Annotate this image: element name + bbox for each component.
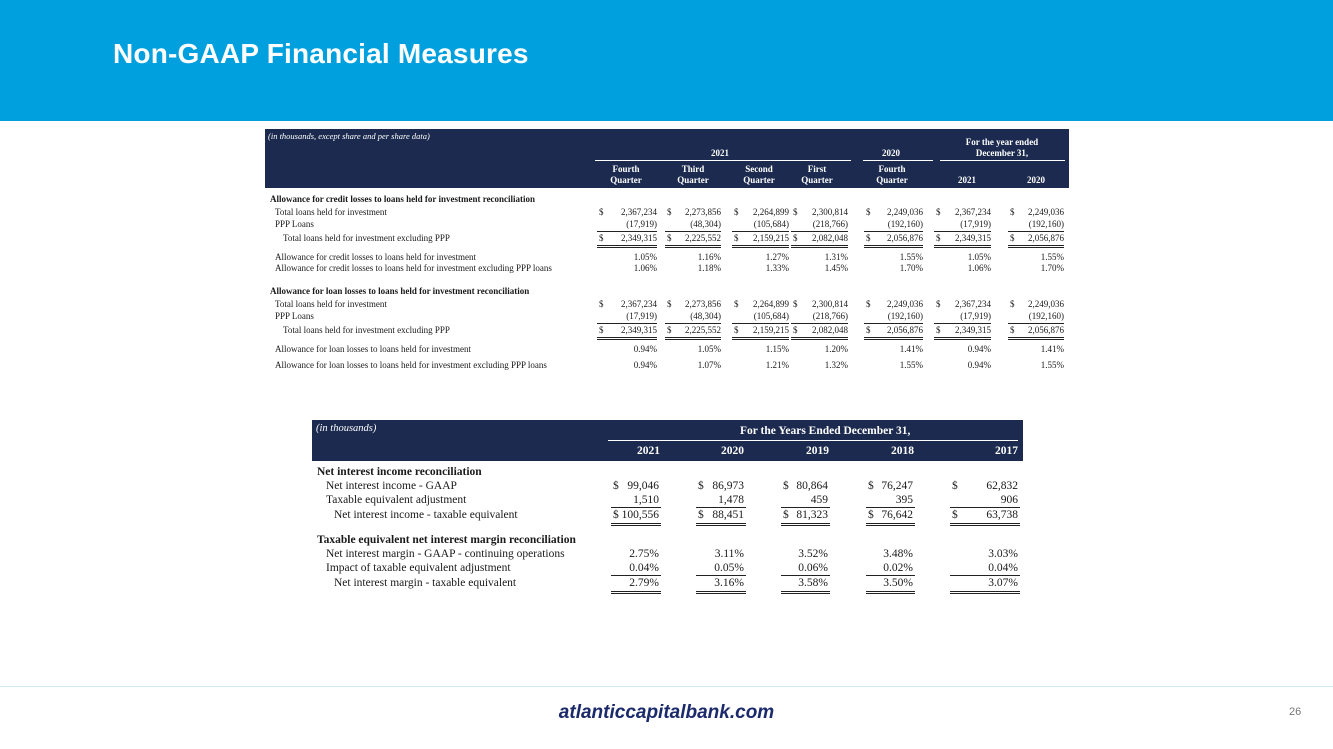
dollar-sign: $ <box>734 299 739 309</box>
rule <box>866 591 915 592</box>
table1-units-note: (in thousands, except share and per share data) <box>268 131 430 141</box>
rule <box>866 593 915 594</box>
table1-cell: 2,056,876 <box>887 233 923 243</box>
table1-row <box>265 233 1069 244</box>
table2-body <box>312 461 1023 601</box>
table2-row <box>312 508 1023 522</box>
rule <box>934 245 991 246</box>
rule <box>934 339 991 340</box>
dollar-sign: $ <box>866 325 871 335</box>
rule <box>696 523 746 524</box>
dollar-sign: $ <box>734 325 739 335</box>
table1-cell: 1.55% <box>899 252 923 262</box>
table2-cell: 2.79% <box>629 577 659 589</box>
row-label: PPP Loans <box>275 311 314 321</box>
dollar-sign: $ <box>936 325 941 335</box>
table2-section-title: Taxable equivalent net interest margin reconciliation <box>317 534 576 546</box>
dollar-sign: $ <box>952 509 958 521</box>
table1-cell: 1.45% <box>824 263 848 273</box>
page-number: 26 <box>1289 706 1302 718</box>
table1-cell: 1.20% <box>824 344 848 354</box>
rule <box>665 245 721 246</box>
rule <box>611 523 661 524</box>
col-header-ytd-2020: 2020 <box>1027 175 1045 185</box>
table2-cell: 3.48% <box>883 548 913 560</box>
rule <box>864 247 923 248</box>
table2-cell: 1,478 <box>718 494 744 506</box>
table1-cell: 1.33% <box>765 263 789 273</box>
rule <box>791 337 848 338</box>
table1-cell: (48,304) <box>690 219 721 229</box>
table1-cell: 2,159,215 <box>753 325 789 335</box>
table1-cell: 2,249,036 <box>887 299 923 309</box>
rule <box>864 337 923 338</box>
table2-cell: 1,510 <box>633 494 659 506</box>
footer-divider <box>0 686 1333 687</box>
row-label: Total loans held for investment <box>275 299 387 309</box>
table1-cell: (105,684) <box>753 311 789 321</box>
dollar-sign: $ <box>698 509 704 521</box>
table1-cell: 2,273,856 <box>685 207 721 217</box>
table1-cell: (192,160) <box>1028 311 1064 321</box>
table1-cell: (192,160) <box>1028 219 1064 229</box>
rule <box>1008 323 1064 324</box>
rule <box>950 525 1020 526</box>
row-label: Taxable equivalent adjustment <box>326 494 467 506</box>
table1-cell: 1.41% <box>899 344 923 354</box>
table2-cell: 3.52% <box>798 548 828 560</box>
rule <box>864 339 923 340</box>
dollar-sign: $ <box>667 299 672 309</box>
rule <box>791 231 848 232</box>
rule <box>866 525 915 526</box>
dollar-sign: $ <box>599 299 604 309</box>
table1-cell: 0.94% <box>633 360 657 370</box>
rule <box>732 231 789 232</box>
table1-cell: (192,160) <box>887 219 923 229</box>
rule <box>597 339 657 340</box>
rule <box>732 323 789 324</box>
table1-cell: 1.70% <box>1040 263 1064 273</box>
dollar-sign: $ <box>952 480 958 492</box>
table1-cell: (17,919) <box>626 219 657 229</box>
table2-cell: 62,832 <box>986 480 1018 492</box>
row-label: Allowance for credit losses to loans held for investment <box>275 252 476 262</box>
table1-row <box>265 360 1069 371</box>
page-title: Non-GAAP Financial Measures <box>113 38 529 69</box>
rule <box>950 593 1020 594</box>
table2-header <box>312 420 1023 461</box>
rule <box>781 593 830 594</box>
dollar-sign: $ <box>783 480 789 492</box>
rule <box>781 523 830 524</box>
table2-year-2018: 2018 <box>891 445 914 457</box>
dollar-sign: $ <box>599 233 604 243</box>
table1-section-title: Allowance for credit losses to loans held for investment reconciliation <box>270 194 536 204</box>
dollar-sign: $ <box>613 480 619 492</box>
table2-cell: 459 <box>810 494 828 506</box>
table2-row <box>312 493 1023 507</box>
table1-cell: 1.55% <box>899 360 923 370</box>
row-label: Allowance for loan losses to loans held for investment excluding PPP loans <box>275 360 547 370</box>
table1-cell: 1.31% <box>824 252 848 262</box>
row-label: Net interest margin - GAAP - continuing operations <box>326 548 565 560</box>
table2-year-2017: 2017 <box>995 445 1018 457</box>
table1-cell: 2,082,048 <box>812 233 848 243</box>
table1-cell: (218,766) <box>812 219 848 229</box>
table1-cell: 1.55% <box>1040 252 1064 262</box>
table1-cell: 2,056,876 <box>1028 325 1064 335</box>
table1-cell: (17,919) <box>960 219 991 229</box>
row-label: Total loans held for investment excluding PPP <box>283 233 450 243</box>
table1-cell: 1.05% <box>697 344 721 354</box>
table1-section-title: Allowance for loan losses to loans held for investment reconciliation <box>270 286 530 296</box>
table2-cell: 3.16% <box>714 577 744 589</box>
table2-cell: 0.04% <box>629 562 659 574</box>
rule <box>950 523 1020 524</box>
dollar-sign: $ <box>599 325 604 335</box>
table1-cell: 1.32% <box>824 360 848 370</box>
rule <box>864 323 923 324</box>
table1-cell: 2,349,315 <box>955 233 991 243</box>
table2-row <box>312 561 1023 575</box>
table1-cell: 1.15% <box>765 344 789 354</box>
rule <box>1008 339 1064 340</box>
rule <box>934 247 991 248</box>
table1-cell: (218,766) <box>812 311 848 321</box>
dollar-sign: $ <box>667 233 672 243</box>
rule <box>665 339 721 340</box>
dollar-sign: $ <box>1010 299 1015 309</box>
row-label: PPP Loans <box>275 219 314 229</box>
dollar-sign: $ <box>936 207 941 217</box>
table2-cell: 3.58% <box>798 577 828 589</box>
table2-row <box>312 576 1023 590</box>
table2-cell: 76,247 <box>881 480 913 492</box>
dollar-sign: $ <box>793 299 798 309</box>
table2-cell: 63,738 <box>986 509 1018 521</box>
rule <box>597 245 657 246</box>
table1-year-2021: 2021 <box>711 148 729 158</box>
rule <box>732 247 789 248</box>
dollar-sign: $ <box>936 233 941 243</box>
row-label: Total loans held for investment excluding PPP <box>283 325 450 335</box>
table2-row <box>312 547 1023 561</box>
rule <box>665 337 721 338</box>
table1-row <box>265 207 1069 218</box>
table2-cell: 99,046 <box>627 480 659 492</box>
table1-ytd-title-2: December 31, <box>975 148 1029 158</box>
table1-cell: 1.07% <box>697 360 721 370</box>
dollar-sign: $ <box>667 207 672 217</box>
rule <box>696 525 746 526</box>
table1-cell: 2,349,315 <box>621 233 657 243</box>
col-header-q1-2021: First Quarter <box>801 164 833 185</box>
table1-cell: 0.94% <box>633 344 657 354</box>
table1-ytd-title-1: For the year ended <box>965 137 1039 147</box>
table2-cell: 0.06% <box>798 562 828 574</box>
table1-row <box>265 344 1069 355</box>
dollar-sign: $ <box>793 233 798 243</box>
rule <box>950 591 1020 592</box>
table1-cell: 2,367,234 <box>621 207 657 217</box>
table2-cell: 80,864 <box>796 480 828 492</box>
table1-cell: 2,056,876 <box>1028 233 1064 243</box>
table1-cell: 1.05% <box>967 252 991 262</box>
rule <box>732 339 789 340</box>
rule <box>696 591 746 592</box>
rule <box>1008 337 1064 338</box>
table1-cell: (105,684) <box>753 219 789 229</box>
dollar-sign: $ <box>667 325 672 335</box>
table1-cell: 0.94% <box>967 344 991 354</box>
dollar-sign: $ <box>599 207 604 217</box>
table1-cell: 1.18% <box>697 263 721 273</box>
table1-row <box>265 219 1069 230</box>
row-label: Impact of taxable equivalent adjustment <box>326 562 511 574</box>
table1-cell: 1.06% <box>967 263 991 273</box>
dollar-sign: $ <box>868 509 874 521</box>
table2-cell: 81,323 <box>796 509 828 521</box>
table2-cell: 100,556 <box>621 509 659 521</box>
dollar-sign: $ <box>698 480 704 492</box>
row-label: Net interest margin - taxable equivalent <box>334 577 517 589</box>
row-label: Allowance for credit losses to loans held for investment excluding PPP loans <box>275 263 552 273</box>
table1-cell: 2,056,876 <box>887 325 923 335</box>
rule <box>665 323 721 324</box>
rule <box>864 231 923 232</box>
table1-header <box>265 129 1069 188</box>
table2-year-2021: 2021 <box>637 445 660 457</box>
dollar-sign: $ <box>866 233 871 243</box>
table2-cell: 395 <box>895 494 913 506</box>
dollar-sign: $ <box>783 509 789 521</box>
table1-cell: 2,349,315 <box>955 325 991 335</box>
table1-cell: 2,225,552 <box>685 325 721 335</box>
row-label: Net interest income - GAAP <box>326 480 457 492</box>
table1-cell: 2,159,215 <box>753 233 789 243</box>
table2-cell: 0.05% <box>714 562 744 574</box>
rule <box>791 339 848 340</box>
col-header-q3-2021: Third Quarter <box>677 164 709 185</box>
row-label: Allowance for loan losses to loans held for investment <box>275 344 471 354</box>
rule <box>611 593 661 594</box>
dollar-sign: $ <box>866 299 871 309</box>
table1-row <box>265 325 1069 336</box>
dollar-sign: $ <box>793 325 798 335</box>
table1-cell: 2,249,036 <box>1028 299 1064 309</box>
table2-cell: 0.04% <box>988 562 1018 574</box>
table1-cell: 2,082,048 <box>812 325 848 335</box>
table1-cell: 2,264,899 <box>753 299 789 309</box>
table1-cell: 2,300,814 <box>812 299 848 309</box>
rule <box>934 231 991 232</box>
col-header-q4-2021: Fourth Quarter <box>610 164 642 185</box>
table1-cell: 1.55% <box>1040 360 1064 370</box>
rule <box>934 337 991 338</box>
table2-cell: 2.75% <box>629 548 659 560</box>
row-label: Total loans held for investment <box>275 207 387 217</box>
col-header-q2-2021: Second Quarter <box>743 164 775 185</box>
table2-cell: 88,451 <box>712 509 744 521</box>
rule <box>866 523 915 524</box>
table1-cell: 0.94% <box>967 360 991 370</box>
header-band <box>0 0 1333 121</box>
rule <box>1008 247 1064 248</box>
website-link[interactable]: atlanticcapitalbank.com <box>558 702 775 723</box>
rule <box>597 337 657 338</box>
dollar-sign: $ <box>936 299 941 309</box>
rule <box>791 323 848 324</box>
table1-cell: 2,273,856 <box>685 299 721 309</box>
table1-cell: (192,160) <box>887 311 923 321</box>
rule <box>934 323 991 324</box>
col-header-ytd-2021: 2021 <box>958 175 976 185</box>
rule <box>1008 231 1064 232</box>
table1-cell: 1.41% <box>1040 344 1064 354</box>
table1-cell: (17,919) <box>626 311 657 321</box>
rule <box>1008 245 1064 246</box>
table1-cell: 2,225,552 <box>685 233 721 243</box>
table1-cell: 2,367,234 <box>955 207 991 217</box>
table2-cell: 0.02% <box>883 562 913 574</box>
table1-cell: 1.70% <box>899 263 923 273</box>
col-header-q4-2020: Fourth Quarter <box>876 164 908 185</box>
table1-cell: 2,367,234 <box>621 299 657 309</box>
table2-cell: 76,642 <box>881 509 913 521</box>
rule <box>864 245 923 246</box>
table1-body <box>265 188 1069 388</box>
table1-cell: (48,304) <box>690 311 721 321</box>
rule <box>781 591 830 592</box>
table2-cell: 86,973 <box>712 480 744 492</box>
rule <box>696 593 746 594</box>
table2-year-2019: 2019 <box>806 445 829 457</box>
rule <box>791 247 848 248</box>
rule <box>665 247 721 248</box>
table1-cell: 2,349,315 <box>621 325 657 335</box>
table1-row <box>265 299 1069 310</box>
rule <box>597 231 657 232</box>
rule <box>597 247 657 248</box>
table2-units-note: (in thousands) <box>316 423 377 434</box>
dollar-sign: $ <box>734 233 739 243</box>
dollar-sign: $ <box>866 207 871 217</box>
rule <box>611 525 661 526</box>
row-label: Net interest income - taxable equivalent <box>334 509 518 521</box>
table1-cell: 2,249,036 <box>1028 207 1064 217</box>
table2-period-title: For the Years Ended December 31, <box>740 425 911 437</box>
table1-cell: 1.21% <box>765 360 789 370</box>
rule <box>611 591 661 592</box>
table1-cell: 2,367,234 <box>955 299 991 309</box>
rule <box>791 245 848 246</box>
table1-cell: 2,300,814 <box>812 207 848 217</box>
table1-cell: (17,919) <box>960 311 991 321</box>
table1-row <box>265 311 1069 322</box>
dollar-sign: $ <box>1010 207 1015 217</box>
rule <box>665 231 721 232</box>
rule <box>732 245 789 246</box>
table1-cell: 1.16% <box>697 252 721 262</box>
table2-cell: 3.03% <box>988 548 1018 560</box>
dollar-sign: $ <box>868 480 874 492</box>
table1-cell: 1.27% <box>765 252 789 262</box>
table1-cell: 2,264,899 <box>753 207 789 217</box>
table1-cell: 1.06% <box>633 263 657 273</box>
rule <box>781 525 830 526</box>
allowance-reconciliation-table <box>265 129 1069 388</box>
table1-cell: 2,249,036 <box>887 207 923 217</box>
table1-cell: 1.05% <box>633 252 657 262</box>
dollar-sign: $ <box>1010 233 1015 243</box>
rule <box>732 337 789 338</box>
table1-year-2020: 2020 <box>882 148 900 158</box>
table2-cell: 3.50% <box>883 577 913 589</box>
table2-cell: 906 <box>1000 494 1018 506</box>
table1-row <box>265 263 1069 274</box>
dollar-sign: $ <box>613 509 619 521</box>
dollar-sign: $ <box>793 207 798 217</box>
dollar-sign: $ <box>734 207 739 217</box>
table2-cell: 3.07% <box>988 577 1018 589</box>
table2-year-2020: 2020 <box>721 445 744 457</box>
rule <box>597 323 657 324</box>
table2-row <box>312 479 1023 493</box>
table1-row <box>265 252 1069 263</box>
table2-section-title: Net interest income reconciliation <box>317 466 482 478</box>
dollar-sign: $ <box>1010 325 1015 335</box>
net-interest-reconciliation-table <box>312 420 1023 601</box>
table2-cell: 3.11% <box>714 548 744 560</box>
